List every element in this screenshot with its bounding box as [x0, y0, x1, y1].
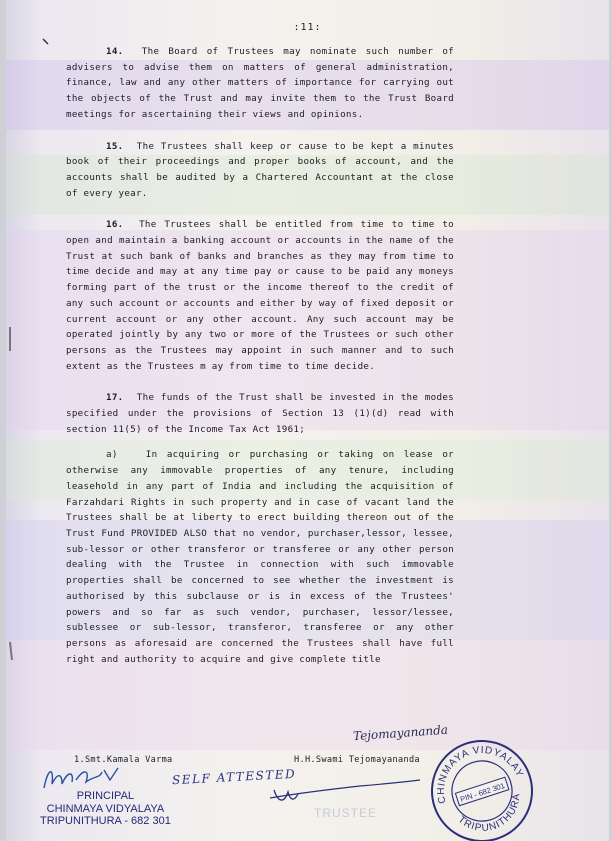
- clause-text: In acquiring or purchasing or taking on lease or otherwise any immovable properties of any tenure, including leasehold in any part of India and including the acquisition of Farzahdari Rights in such property and in case of vacant land the Trustees shall be at liberty to erect building thereon out of the Trust Fund PROVIDED ALSO that no vendor, purchaser,lessor, lessee, sub-lessor or other transferor or transferee or any other person dealing with the Trustee in connection with such immovable properties shall be concerned to see whether the investment is authorised by this subclause or is in excess of the Trustees' powers and so far as such vendor, purchaser, lessor/lessee, sublessee or sub-lessor, transferor, transferee or any other persons as aforesaid are concerned the Trustees shall have full right and authority to acquire and give complete title: [66, 449, 454, 665]
- principal-place: TRIPUNITHURA - 682 301: [40, 815, 171, 827]
- signatory-left: 1.Smt.Kamala Varma: [74, 755, 173, 765]
- clause-number: 16.: [106, 219, 124, 231]
- clause-16: [66, 217, 454, 374]
- principal-stamp: [40, 790, 171, 828]
- clause-number: 14.: [106, 46, 124, 57]
- clause-text: The funds of the Trust shall be invested in the modes specified under the provisions of Section 13 (1)(d) read with section 11(5) of the Income Tax Act 1961;: [66, 392, 454, 435]
- seal-center-text: PIN - 682 301: [459, 780, 506, 804]
- document-body: [66, 44, 454, 667]
- self-attested-stamp: SELF ATTESTED: [171, 766, 297, 788]
- clause-14: [66, 44, 454, 123]
- clause-15: [66, 139, 454, 202]
- subclause-a: [66, 447, 454, 667]
- principal-school: CHINMAYA VIDYALAYA: [46, 802, 165, 815]
- clause-text: The Trustees shall be entitled from time to time to open and maintain a banking account or accounts in the name of the Trust at such bank of banks and branches as they may from time to time decide and may at any time pay or cause to be paid any moneys forming part of the trust or the income thereof to the credit of any such account or accounts and either by way of fixed deposit or current account or any other account. Any such account may be operated jointly by any two or more of the Trustees or such other persons as the Trustees may appoint in such manner and to such extent as the Trustees m ay from time to time decide.: [66, 219, 454, 372]
- clause-text: The Board of Trustees may nominate such number of advisers to advise them on matters of general administration, finance, law and any other matters of importance for carrying out the objects of the Trust and may invite them to the Trust Board meetings for ascertaining their views and opinions.: [66, 46, 454, 120]
- clause-text: The Trustees shall keep or cause to be kept a minutes book of their proceedings and proper books of account, and the accounts shall be audited by a Chartered Accountant at the close of every year.: [66, 140, 454, 199]
- school-seal: [426, 735, 538, 841]
- scan-edge-mark: [6, 640, 18, 664]
- seal-top-text: CHINMAYA VIDYALAYA: [435, 744, 525, 805]
- clause-number: 15.: [106, 140, 124, 152]
- seal-bottom-text: TRIPUNITHURA: [455, 792, 523, 835]
- signatory-right: H.H.Swami Tejomayananda: [294, 755, 420, 765]
- scan-edge-mark: [6, 325, 16, 355]
- tejomayananda-signature: Tejomayananda: [352, 722, 449, 744]
- page-number: :11:: [293, 22, 322, 33]
- scan-mark: [42, 38, 50, 46]
- clause-17: [66, 390, 454, 437]
- clause-number: a): [106, 449, 118, 461]
- trustee-label: TRUSTEE: [314, 806, 378, 820]
- principal-title: PRINCIPAL: [76, 790, 135, 802]
- clause-number: 17.: [106, 392, 124, 404]
- document-page: [6, 0, 609, 841]
